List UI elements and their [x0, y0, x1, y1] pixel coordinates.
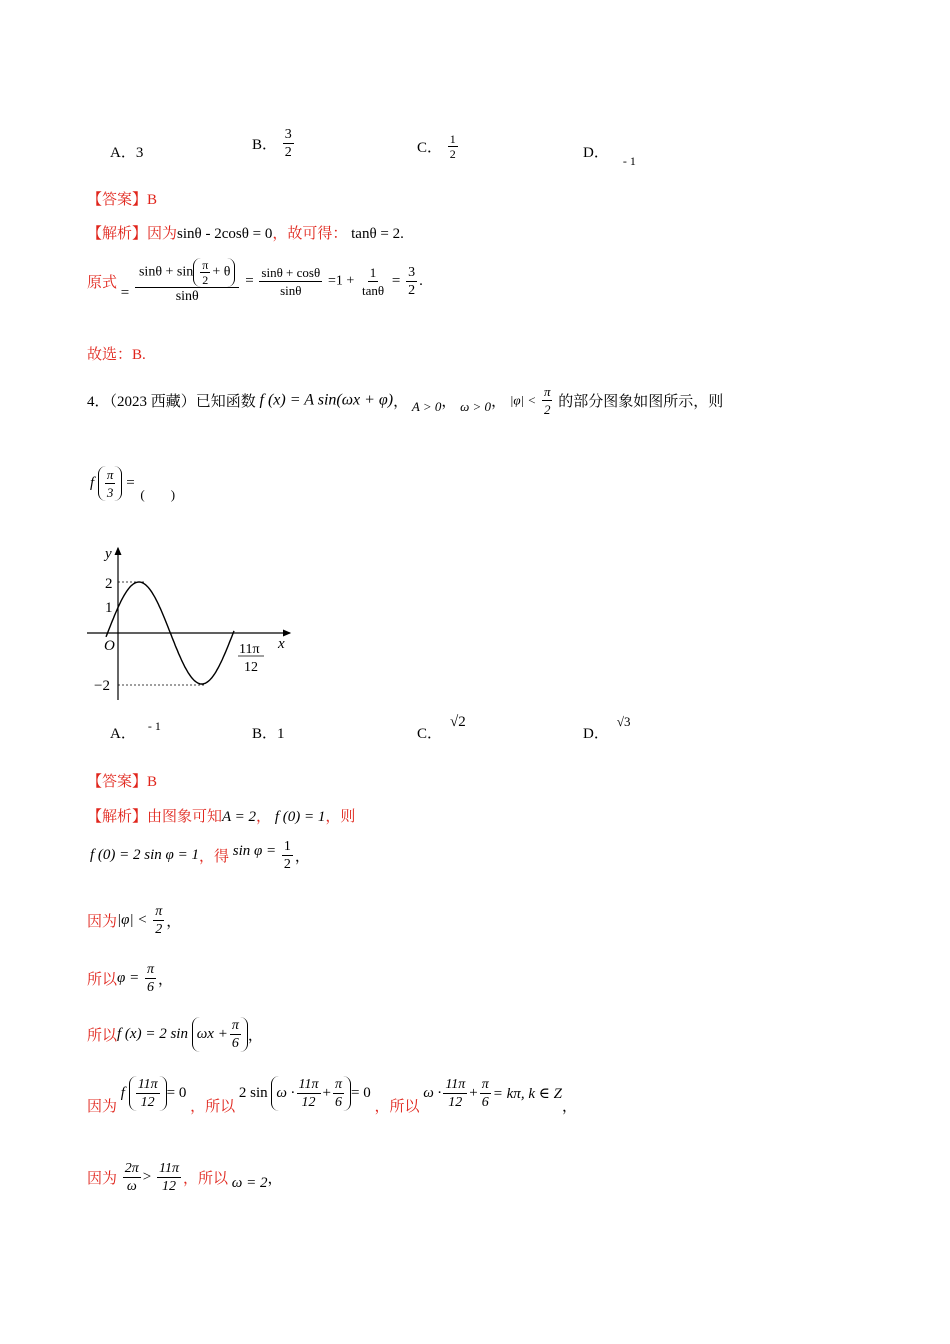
text: 因为: [87, 1171, 118, 1187]
frac-num: 1: [283, 839, 291, 854]
q4-analysis-line-2: [90, 838, 310, 873]
frac-num: π: [481, 1077, 489, 1092]
frac-den: 12: [448, 1095, 463, 1110]
equation: f (0) = 2 sin φ = 1: [90, 847, 199, 863]
q4-analysis-line-4: [87, 961, 173, 996]
equation: |φ| <: [117, 912, 148, 928]
frac-num: π: [231, 1018, 239, 1033]
text: 因为: [147, 226, 178, 242]
frac-den: sinθ: [280, 283, 302, 298]
equation: sinθ - 2cosθ = 0: [177, 226, 273, 242]
frac-den: tanθ: [362, 283, 385, 298]
frac-den: 12: [161, 1179, 176, 1194]
option-letter: A．: [110, 726, 136, 742]
frac-den: 6: [231, 1036, 239, 1051]
text: ，: [157, 972, 173, 988]
q4-option-d: [583, 714, 631, 743]
answer-tag: 【答案】: [87, 774, 148, 790]
answer-value: B: [147, 774, 158, 790]
frac-den: 2: [408, 283, 416, 298]
q4-option-a: [110, 719, 161, 743]
equation: f: [120, 1085, 125, 1101]
frac-num: 3: [284, 127, 292, 142]
origin-label: O: [104, 638, 115, 654]
equation: f (x) = 2 sin: [117, 1026, 188, 1042]
q3-analysis-line-2: 原式 = sinθ + sin $\frac{\pi}{2}$ + θ sinθ = $\frac{\sin\theta + \cos\theta}{\sin\theta}$ =1 + $\frac{1}{\tan\theta}$ = $\frac{3}{2}$ .: [87, 258, 423, 304]
x-label: x: [278, 636, 285, 652]
option-value: - 1: [147, 719, 161, 733]
frac-num: 1: [369, 265, 377, 280]
option-value: - 1: [622, 154, 636, 168]
option-value: 3: [135, 145, 144, 161]
frac-den: 2: [449, 147, 456, 161]
text: ，: [491, 394, 507, 410]
frac-num: sinθ + cosθ: [261, 265, 321, 280]
equation: ω = 2: [231, 1175, 268, 1191]
text: 所以: [87, 972, 118, 988]
text: ，故可得：: [272, 226, 348, 242]
q4-analysis-line-6: [87, 1076, 577, 1115]
q4-option-c: [417, 714, 466, 743]
x-tick-den: 12: [244, 660, 258, 675]
q3-option-b: [252, 126, 296, 161]
q3-option-c: [417, 132, 460, 161]
text: 的部分图象如图所示，则: [558, 394, 724, 410]
text: =: [126, 475, 135, 491]
frac-num: π: [106, 467, 114, 482]
frac-den: 2: [283, 857, 291, 872]
frac-den: 2: [155, 922, 163, 937]
option-letter: A．: [110, 145, 136, 161]
frac-num: 11π: [445, 1077, 466, 1092]
equation: φ =: [117, 970, 140, 986]
text: =1 +: [327, 273, 355, 289]
text: ，: [267, 1171, 283, 1187]
q3-option-d: [583, 141, 636, 168]
text: ，得: [198, 849, 229, 865]
tick-2: 2: [105, 576, 113, 592]
frac-den: 12: [301, 1095, 316, 1110]
pi: π: [202, 258, 209, 272]
option-letter: D．: [583, 145, 609, 161]
q3-final: 故选：B.: [87, 347, 146, 363]
q4-analysis-line-3: [87, 903, 181, 938]
frac-den: 6: [146, 980, 154, 995]
frac-num: 2π: [124, 1161, 139, 1176]
text: 因为: [87, 914, 118, 930]
text: ，: [561, 1099, 577, 1115]
option-letter: B．: [252, 137, 278, 153]
text: +: [469, 1085, 478, 1101]
equation: A > 0: [411, 398, 442, 414]
two: 2: [202, 273, 209, 287]
frac-den: 2: [543, 402, 551, 417]
equation: sin φ =: [232, 843, 277, 859]
x-tick-num: 11π: [239, 642, 260, 657]
q4-analysis-line-7: [87, 1160, 282, 1195]
q3-analysis-line-1: 【解析】因为sinθ - 2cosθ = 0，故可得： tanθ = 2.: [87, 226, 404, 242]
q3-option-a: [110, 141, 143, 162]
text: >: [142, 1169, 152, 1185]
analysis-tag: 【解析】: [87, 226, 148, 242]
frac-num: 11π: [298, 1077, 319, 1092]
text: 因为: [87, 1099, 118, 1115]
text: ，: [247, 1028, 263, 1044]
frac-num: + θ: [212, 264, 231, 280]
option-letter: C．: [417, 726, 443, 742]
text: ，所以: [374, 1099, 420, 1115]
option-letter: D．: [583, 726, 609, 742]
answer-value: B: [147, 192, 158, 208]
text: ，: [166, 914, 182, 930]
frac-den: sinθ: [175, 289, 199, 304]
option-value: 1: [277, 726, 285, 742]
frac-den: 3: [106, 485, 114, 500]
frac-den: 6: [334, 1095, 342, 1110]
equation: 2 sin: [238, 1085, 268, 1101]
frac-den: 6: [481, 1095, 489, 1110]
frac-num: π: [155, 904, 163, 919]
equation: tanθ = 2: [351, 226, 401, 242]
frac-num: sinθ + sin: [138, 264, 194, 280]
text: 原式: [87, 275, 118, 291]
q3-answer: [87, 188, 157, 209]
frac-den: 2: [284, 145, 292, 160]
equation: f (0) = 1: [274, 809, 326, 825]
frac-num: π: [543, 384, 551, 399]
tick-1: 1: [105, 600, 113, 616]
q4-ask: [90, 466, 176, 502]
equation: = 0: [350, 1085, 371, 1101]
text: ，: [393, 394, 409, 410]
text: ，则: [325, 809, 356, 825]
equation: ωx +: [196, 1026, 228, 1042]
frac-num: π: [146, 962, 154, 977]
q4-option-b: [252, 722, 285, 743]
frac-num: π: [334, 1077, 342, 1092]
equation: = 0: [166, 1085, 187, 1101]
q4-analysis-line-1: [87, 805, 355, 826]
equation: = kπ, k ∈ Z: [492, 1086, 562, 1102]
text: +: [322, 1085, 331, 1101]
frac-den: ω: [126, 1179, 137, 1194]
option-value: √3: [616, 714, 631, 729]
equation: f (x) = A sin(ωx + φ): [259, 391, 394, 409]
text: ，所以: [182, 1171, 228, 1187]
q4-analysis-line-5: [87, 1017, 263, 1052]
equation: ω ·: [423, 1085, 442, 1101]
text: ，: [256, 809, 272, 825]
option-value: √2: [450, 714, 466, 730]
frac-den: 12: [140, 1095, 155, 1110]
tick-minus-2: −2: [94, 678, 110, 694]
equation: ω > 0: [460, 398, 492, 414]
frac-num: 3: [408, 265, 416, 280]
analysis-tag: 【解析】: [87, 809, 148, 825]
text: 4．（2023 西藏）已知函数: [87, 394, 256, 410]
text: ，所以: [190, 1099, 236, 1115]
text: f: [90, 475, 95, 491]
frac-num: 1: [449, 132, 456, 146]
text: ( ): [140, 486, 176, 502]
y-label: y: [105, 546, 112, 562]
text: ，: [294, 849, 310, 865]
equation: |φ| <: [509, 392, 537, 408]
option-letter: B．: [252, 726, 278, 742]
option-letter: C．: [417, 140, 443, 156]
frac-num: 11π: [137, 1077, 158, 1092]
text: ，: [441, 394, 457, 410]
text: 所以: [87, 1028, 118, 1044]
answer-tag: 【答案】: [87, 192, 148, 208]
q4-stem: [87, 383, 723, 418]
frac-num: 11π: [159, 1161, 179, 1176]
equation: A = 2: [222, 809, 257, 825]
sine-graph: [85, 540, 295, 705]
text: 由图象可知: [147, 809, 223, 825]
equation: ω ·: [276, 1085, 295, 1101]
q4-answer: [87, 770, 157, 791]
